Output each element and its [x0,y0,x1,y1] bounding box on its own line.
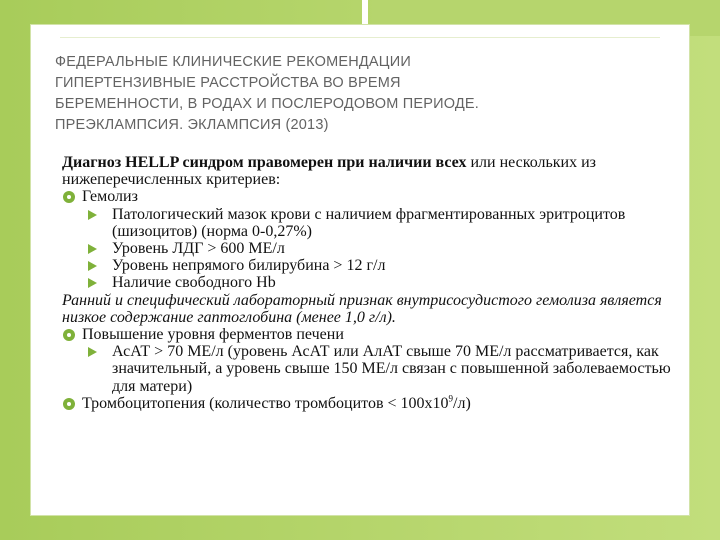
gear-icon [63,398,75,410]
bullet-liver-enzymes [62,326,672,343]
arrow-icon [88,244,97,254]
arrow-icon [88,278,97,288]
ldh-text: Уровень ЛДГ > 600 МЕ/л [112,240,285,258]
bilirubin-text: Уровень непрямого билирубина > 12 г/л [112,257,386,275]
intro-paragraph [62,154,672,188]
free-hb-text: Наличие свободного Hb [112,274,276,292]
intro-rest: или нескольких из нижеперечисленных критериев: [62,154,596,189]
gear-icon [63,329,75,341]
hemolysis-label: Гемолиз [82,188,138,206]
slide-content [62,154,672,412]
smear-text: Патологический мазок крови с наличием фрагментированных эритроцитов (шизоцитов) (норма 0-0,27%) [112,205,626,240]
bullet-hemolysis [62,188,672,205]
sub-bullet-bilirubin [62,257,672,274]
arrow-icon [88,261,97,271]
liver-label: Повышение уровня ферментов печени [82,326,344,344]
arrow-icon [88,210,97,220]
sub-bullet-ldh [62,240,672,257]
thrombocytopenia-sup: 9 [448,393,454,404]
gear-icon [63,191,75,203]
title-line-4: ПРЕЭКЛАМПСИЯ. ЭКЛАМПСИЯ (2013) [55,117,329,133]
header-divider [60,37,660,38]
bullet-thrombocytopenia [62,395,672,412]
title-line-2: ГИПЕРТЕНЗИВНЫЕ РАССТРОЙСТВА ВО ВРЕМЯ [55,75,401,91]
intro-bold: Диагноз HELLP синдром правомерен при наличии всех [62,154,467,171]
thrombocytopenia-prefix: Тромбоцитопения (количество тромбоцитов < 100х10 [82,394,449,412]
sub-bullet-smear [62,206,672,240]
title-line-3: БЕРЕМЕННОСТИ, В РОДАХ И ПОСЛЕРОДОВОМ ПЕРИОДЕ. [55,96,480,112]
haptoglobin-note: Ранний и специфический лабораторный признак внутрисосудистого гемолиза является низкое содержание гаптоглобина (менее 1,0 г/л). [62,291,662,326]
sub-bullet-ast [62,343,672,395]
title-line-1: ФЕДЕРАЛЬНЫЕ КЛИНИЧЕСКИЕ РЕКОМЕНДАЦИИ [55,54,411,70]
sub-bullet-free-hb [62,274,672,291]
ast-text: АсАТ > 70 МЕ/л (уровень АсАТ или АлАТ свыше 70 МЕ/л рассматривается, как значительный, а уровень свыше 150 МЕ/л связан с повышенной заболеваемостью для матери) [112,343,671,395]
arrow-icon [88,347,97,357]
slide-title [55,52,615,136]
thrombocytopenia-suffix: /л) [453,394,471,412]
